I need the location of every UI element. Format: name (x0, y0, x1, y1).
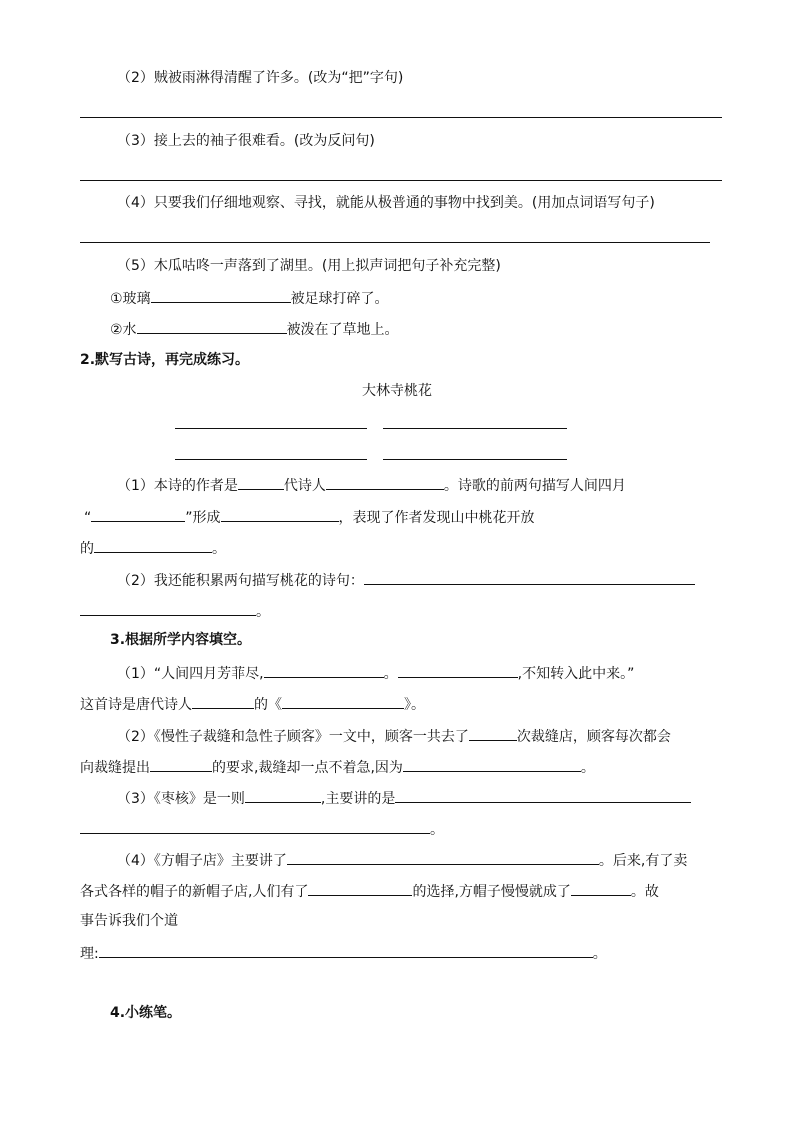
q3-part-3: （3）《枣核》是一则 ,主要讲的是 (117, 787, 691, 809)
poem-title: 大林寺桃花 (362, 383, 432, 399)
q2-part-1-line-3: 的 。 (80, 537, 226, 559)
q3-part-4-line-3: 事告诉我们个道 (80, 913, 178, 929)
blank[interactable] (238, 474, 284, 490)
blank[interactable] (151, 287, 291, 303)
q4-heading: 4.小练笔。 (110, 1005, 182, 1021)
blank[interactable] (80, 600, 256, 616)
q3-part-2-line-2: 向裁缝提出 的要求,裁缝却一点不着急,因为 。 (80, 756, 595, 778)
q1-item-2: （2）贼被雨淋得清醒了许多。(改为“把”字句) (117, 70, 404, 86)
q1-sentence-1: ①玻璃 被足球打碎了。 (110, 287, 389, 309)
blank[interactable] (571, 880, 631, 896)
blank[interactable] (91, 506, 185, 522)
blank[interactable] (150, 756, 212, 772)
blank[interactable] (264, 662, 384, 678)
q3-part-1-line-2: 这首诗是唐代诗人 的《 》。 (80, 693, 425, 715)
q2-part-1-line-2: “ ”形成 ，表现了作者发现山中桃花开放 (84, 506, 535, 528)
blank[interactable] (282, 693, 404, 709)
q3-part-1-line-1: （1）“人间四月芳菲尽, 。 ,不知转入此中来。” (117, 662, 634, 684)
poem-line-blank[interactable] (383, 428, 567, 429)
blank[interactable] (403, 756, 581, 772)
blank[interactable] (398, 662, 518, 678)
q3-part-3-cont: 。 (80, 818, 444, 840)
q2-part-2: （2）我还能积累两句描写桃花的诗句： (117, 569, 695, 591)
blank[interactable] (99, 942, 593, 958)
blank[interactable] (137, 318, 287, 334)
poem-line-blank[interactable] (175, 459, 367, 460)
q3-part-4-line-4: 理: 。 (80, 942, 607, 964)
blank[interactable] (469, 725, 517, 741)
answer-line[interactable] (80, 180, 722, 181)
q1-item-3: （3）接上去的袖子很难看。(改为反问句) (117, 133, 375, 149)
blank[interactable] (94, 537, 212, 553)
q2-part-2-cont: 。 (80, 600, 270, 622)
poem-line-blank[interactable] (175, 428, 367, 429)
poem-line-blank[interactable] (383, 459, 567, 460)
blank[interactable] (308, 880, 412, 896)
q2-part-1-line-1: （1）本诗的作者是 代诗人 。诗歌的前两句描写人间四月 (117, 474, 626, 496)
q1-sentence-2: ②水 被泼在了草地上。 (110, 318, 399, 340)
q3-part-4-line-1: （4）《方帽子店》主要讲了 。后来,有了卖 (117, 849, 687, 871)
blank[interactable] (80, 818, 430, 834)
q1-item-5: （5）木瓜咕咚一声落到了湖里。(用上拟声词把句子补充完整) (117, 258, 501, 274)
q2-heading: 2.默写古诗，再完成练习。 (80, 352, 250, 368)
answer-line[interactable] (80, 242, 710, 243)
blank[interactable] (364, 569, 695, 585)
blank[interactable] (326, 474, 444, 490)
blank[interactable] (192, 693, 254, 709)
q3-part-4-line-2: 各式各样的帽子的新帽子店,人们有了 的选择,方帽子慢慢就成了 。故 (80, 880, 659, 902)
q3-heading: 3.根据所学内容填空。 (110, 632, 252, 648)
blank[interactable] (221, 506, 339, 522)
q3-part-2-line-1: （2）《慢性子裁缝和急性子顾客》一文中，顾客一共去了 次裁缝店，顾客每次都会 (117, 725, 671, 747)
blank[interactable] (395, 787, 691, 803)
blank[interactable] (245, 787, 321, 803)
answer-line[interactable] (80, 117, 722, 118)
blank[interactable] (287, 849, 599, 865)
q1-item-4: （4）只要我们仔细地观察、寻找，就能从极普通的事物中找到美。(用加点词语写句子) (117, 195, 655, 211)
